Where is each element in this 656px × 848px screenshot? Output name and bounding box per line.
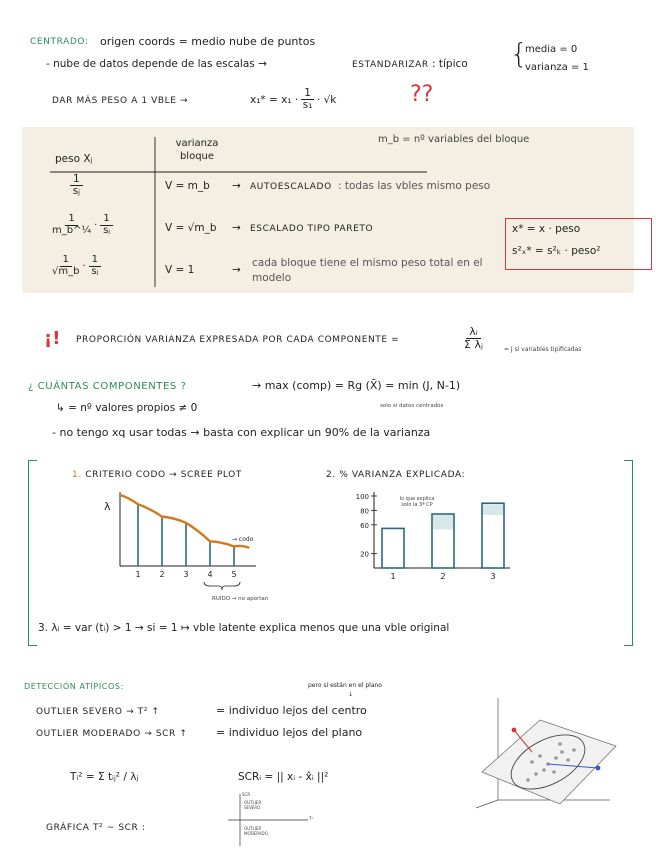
proporcion-den: Σ λⱼ <box>464 337 483 351</box>
criterio1-title <box>72 470 242 480</box>
atipicos-note: pero sí están en el plano <box>308 682 382 689</box>
bar-label-2: 2 <box>440 572 446 581</box>
criterio3: 3. λᵢ = var (tᵢ) > 1 → si = 1 ↦ vble latente explica menos que una vble original <box>38 622 450 634</box>
header-varianza: varianza bloque <box>175 138 219 162</box>
ruido-annotation: RUIDO → no aportan <box>212 596 269 602</box>
right-bracket <box>624 460 633 646</box>
scree-tick-5: 5 <box>231 570 237 579</box>
row2-var: V = √m_b <box>165 222 217 234</box>
outlier-moderado: OUTLIER MODERADO → SCR ↑ <box>36 729 188 739</box>
bar-ytick-100: 100 <box>355 493 369 501</box>
row3-num2: 1 <box>89 255 101 267</box>
row2-num: 1 <box>65 214 77 226</box>
peso-fraction <box>301 88 314 111</box>
peso-num: 1 <box>301 88 314 100</box>
bar-increment-2 <box>433 515 453 529</box>
exclamation-icon: ¡! <box>44 328 61 349</box>
row3-desc: cada bloque tiene el mismo peso total en el modelo <box>252 257 483 284</box>
scree-tick-3: 3 <box>183 570 189 579</box>
mini-outlier-sev: OUTLIER SEVERO <box>244 800 262 810</box>
row2-method: ESCALADO TIPO PARETO <box>250 224 374 234</box>
outlier-plane-diagram <box>470 690 620 810</box>
brace-icon: { <box>510 37 528 70</box>
row2-den: m_b^¼ <box>52 224 92 236</box>
bar-annotation: lo que explica solo la 3ª CP <box>399 496 435 508</box>
centrado-line2: - nube de datos depende de las escalas → <box>46 58 267 70</box>
row1-method: AUTOESCALADO <box>250 182 332 192</box>
bar-label-3: 3 <box>490 572 496 581</box>
componentes-formula: → max (comp) = Rg (X̄) = min (J, N-1) <box>252 379 461 392</box>
proporcion-label: PROPORCIÓN VARIANZA EXPRESADA POR CADA COMPONENTE = <box>76 335 400 345</box>
row1-den: sⱼ <box>72 185 80 198</box>
media-label: media = 0 <box>525 44 578 55</box>
bar-label-1: 1 <box>390 572 396 581</box>
codo-annotation: → codo <box>232 536 254 543</box>
criterio2-title: 2. % VARIANZA EXPLICADA: <box>326 470 466 480</box>
criterio1-text: CRITERIO CODO → SCREE PLOT <box>85 470 242 480</box>
ruido-brace <box>202 580 242 594</box>
row1-desc: : todas las vbles mismo peso <box>338 180 491 192</box>
row1-var: V = m_b <box>165 180 210 192</box>
scr-formula: SCRᵢ = || xᵢ - x̂ᵢ ||² <box>238 771 329 783</box>
header-peso: peso Xⱼ <box>55 153 93 165</box>
estandarizar-label: ESTANDARIZAR <box>352 60 429 70</box>
proporcion-note: = J si variables tipificadas <box>504 346 582 353</box>
formula-2: s²ₓ* = s²ₖ · peso² <box>512 245 601 257</box>
row1-weight <box>70 174 83 197</box>
row3-den2: sⱼ <box>91 265 99 277</box>
peso-formula-left: x₁* = x₁ · <box>250 93 299 106</box>
arrow-icon: → <box>232 264 241 276</box>
t2-formula: Tᵢ² = Σ tᵢⱼ² / λⱼ <box>70 771 139 783</box>
proporcion-fraction <box>464 326 483 350</box>
bar-1 <box>382 528 404 568</box>
question-mark: ?? <box>410 82 434 107</box>
row3-var: V = 1 <box>165 264 195 276</box>
grafica-label: GRÁFICA T² ~ SCR : <box>46 823 146 833</box>
scree-tick-2: 2 <box>159 570 165 579</box>
varianza-label: varianza = 1 <box>525 62 589 73</box>
peso-sqrt: · √k <box>316 93 337 106</box>
arrow-icon: → <box>232 222 241 234</box>
bar-ytick-60: 60 <box>360 521 369 530</box>
row1-num: 1 <box>70 174 83 186</box>
outlier-severo: OUTLIER SEVERO → T² ↑ <box>36 707 160 717</box>
peso-label: DAR MÁS PESO A 1 VBLE → <box>52 96 189 106</box>
componentes-question: ¿ CUÁNTAS COMPONENTES ? <box>28 381 187 392</box>
row3-weight: $\frac{1}{√m\_b}$ · $\frac{1}{\text{sⱼ}}$ <box>52 255 101 277</box>
bar-ytick-20: 20 <box>360 550 369 559</box>
scree-tick-1: 1 <box>135 570 141 579</box>
left-bracket <box>28 460 37 646</box>
mini-scr-label: SCR <box>242 792 251 797</box>
outlier-severo-desc: = individuo lejos del centro <box>216 704 367 717</box>
diagram-severe-point <box>512 728 517 733</box>
row2-den2: sⱼ <box>103 224 111 236</box>
peso-formula <box>250 88 336 111</box>
mb-note: m_b = nº variables del bloque <box>378 134 530 145</box>
criterio1-number: 1. <box>72 470 82 480</box>
componentes-line2: ↳ = nº valores propios ≠ 0 <box>56 402 198 414</box>
centrado-label: CENTRADO: <box>30 37 89 47</box>
t2-scr-mini-chart <box>228 790 318 848</box>
diagram-moderate-point <box>596 766 601 771</box>
scree-line <box>120 495 248 547</box>
row3-den: √m_b <box>52 265 80 277</box>
tipico-label: : típico <box>432 58 468 70</box>
proporcion-num: λᵢ <box>466 326 480 339</box>
diagram-plane <box>482 720 616 804</box>
row2-weight: $\frac{1}{\text{m\_b\textasciicircum{}¼}}$ · $\frac{1}{\text{sⱼ}}$ <box>52 214 113 236</box>
atipicos-label: DETECCIÓN ATÍPICOS: <box>24 682 124 691</box>
mini-t2-label: T² <box>309 816 314 821</box>
note-arrow-icon: ↓ <box>348 691 354 698</box>
row3-num: 1 <box>60 255 72 267</box>
formula-1: x* = x · peso <box>512 223 581 235</box>
componentes-line3: - no tengo xq usar todas → basta con explicar un 90% de la varianza <box>52 426 431 439</box>
peso-den: s₁ <box>302 99 313 112</box>
bar-ytick-80: 80 <box>360 507 369 516</box>
row2-num2: 1 <box>100 214 112 226</box>
arrow-icon: → <box>232 180 241 192</box>
mini-outlier-mod: OUTLIER MODERADO <box>244 826 268 836</box>
centrado-text: origen coords = medio nube de puntos <box>100 35 316 48</box>
diagram-axis-z <box>476 800 498 808</box>
lambda-axis-label: λ <box>104 500 111 513</box>
centrados-note: solo si datos centrados <box>380 403 444 409</box>
bar-increment-3 <box>483 504 503 515</box>
outlier-moderado-desc: = individuo lejos del plano <box>216 726 363 739</box>
scree-tick-4: 4 <box>207 570 213 579</box>
